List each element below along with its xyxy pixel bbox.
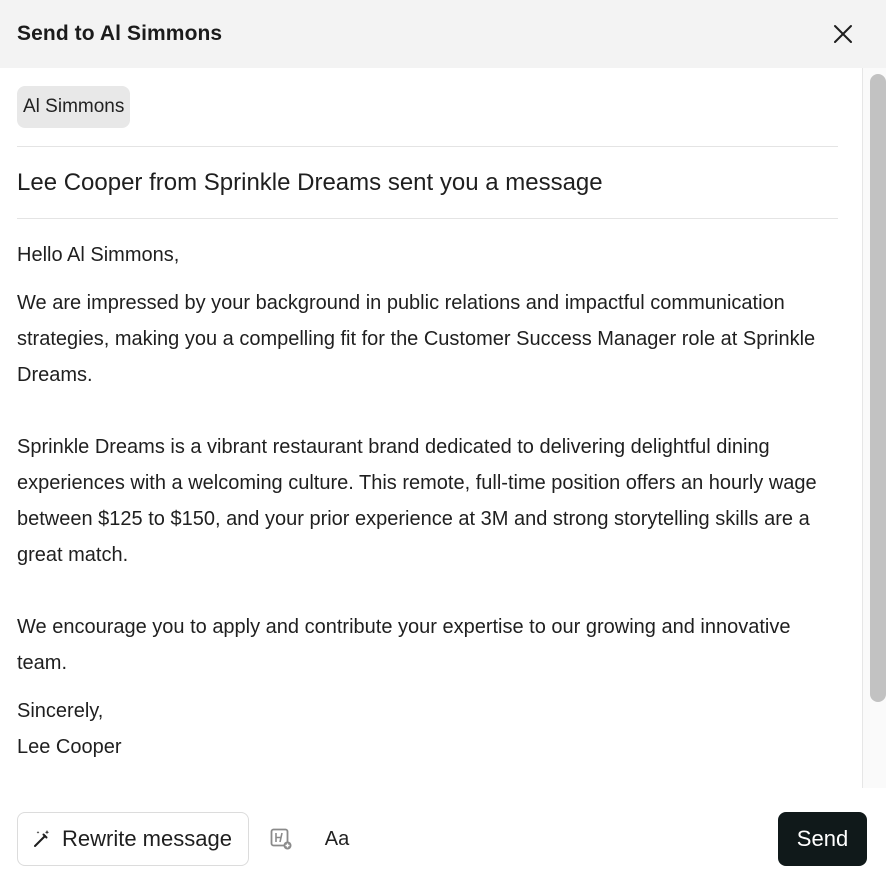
message-body[interactable] (17, 219, 817, 765)
recipient-chip[interactable]: Al Simmons (17, 86, 130, 128)
dialog-title: Send to Al Simmons (17, 22, 223, 45)
scrollbar-track[interactable] (862, 68, 886, 788)
rewrite-message-label: Rewrite message (62, 826, 232, 851)
template-button[interactable] (268, 826, 294, 852)
message-paragraph-1: We are impressed by your background in public relations and impactful communication strategies, making you a compelling fit for the Customer Success Manager role at Sprinkle Dreams. (17, 292, 816, 386)
template-icon (269, 827, 293, 851)
text-format-button[interactable]: Aa (324, 827, 350, 850)
message-paragraph-2: Sprinkle Dreams is a vibrant restaurant brand dedicated to delivering delightful dining experiences with a welcoming culture. This remote, full-time position offers an hourly wage between $125 to $150, and your prior experience at 3M and strong storytelling skills are a great match. (17, 436, 817, 566)
dialog-footer (0, 788, 886, 884)
dialog-header (0, 0, 886, 68)
message-greeting: Hello Al Simmons, (17, 244, 180, 266)
message-content[interactable] (0, 68, 862, 788)
subject-field[interactable]: Lee Cooper from Sprinkle Dreams sent you a message (17, 169, 603, 196)
close-button[interactable] (829, 20, 857, 48)
close-icon (832, 23, 854, 45)
scrollbar-thumb[interactable] (870, 74, 886, 702)
magic-pen-icon (30, 827, 54, 851)
rewrite-message-button[interactable] (17, 812, 249, 866)
message-paragraph-3: We encourage you to apply and contribute your expertise to our growing and innovative team. (17, 616, 791, 674)
message-signature: Lee Cooper (17, 736, 122, 758)
message-signoff: Sincerely, (17, 700, 104, 722)
send-button[interactable]: Send (778, 812, 867, 866)
